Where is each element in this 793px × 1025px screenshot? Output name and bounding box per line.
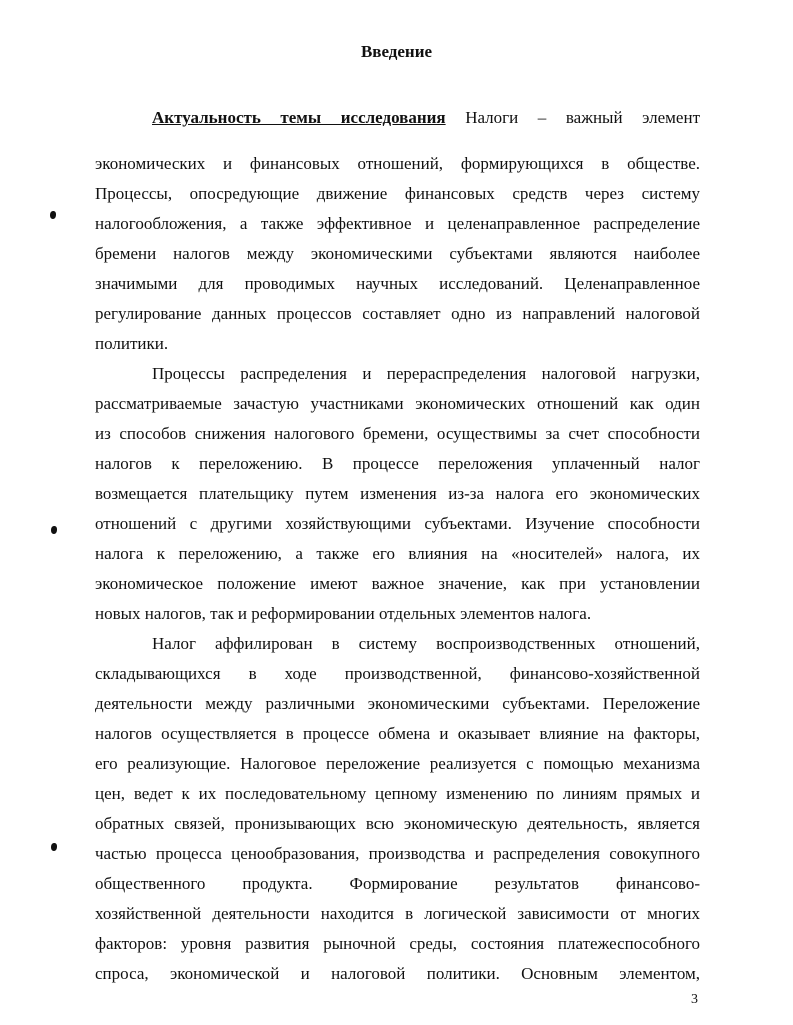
text-line: рассматриваемые зачастую участниками экономических отношений как один xyxy=(95,394,700,413)
text-line: Процессы распределения и перераспределения налоговой нагрузки, xyxy=(152,364,700,383)
text-line: спроса, экономической и налоговой политики. Основным элементом, xyxy=(95,964,700,983)
text-line: складывающихся в ходе производственной, финансово-хозяйственной xyxy=(95,664,700,683)
text-line: новых налогов, так и реформировании отдельных элементов налога. xyxy=(95,604,592,623)
text-line: политики. xyxy=(95,334,169,353)
binding-hole-mark xyxy=(51,843,57,851)
text-line: налога к переложению, а также его влияния на «носителей» налога, их xyxy=(95,544,700,563)
page-number: 3 xyxy=(691,992,698,1007)
page-title: Введение xyxy=(360,42,433,61)
text-line: цен, ведет к их последовательному цепному изменению по линиям прямых и xyxy=(95,784,700,803)
section-heading: Актуальность темы исследования xyxy=(152,108,446,127)
text-line: экономических и финансовых отношений, формирующихся в обществе. xyxy=(95,154,700,173)
text-line: налогов к переложению. В процессе переложения уплаченный налог xyxy=(95,454,700,473)
text-line: обратных связей, пронизывающих всю экономическую деятельность, является xyxy=(95,814,700,833)
text-line: налогов осуществляется в процессе обмена и оказывает влияние на факторы, xyxy=(95,724,700,743)
text-line-1-rest: Налоги – важный элемент xyxy=(445,108,701,127)
text-line: налогообложения, а также эффективное и целенаправленное распределение xyxy=(95,214,700,233)
text-line: Процессы, опосредующие движение финансовых средств через систему xyxy=(95,184,700,203)
text-line: экономическое положение имеют важное значение, как при установлении xyxy=(95,574,700,593)
binding-hole-mark xyxy=(50,211,56,219)
text-line: возмещается плательщику путем изменения из-за налога его экономических xyxy=(95,484,700,503)
binding-hole-mark xyxy=(51,526,57,534)
text-line: хозяйственной деятельности находится в логической зависимости от многих xyxy=(95,904,700,923)
text-line: Налог аффилирован в систему воспроизводственных отношений, xyxy=(152,634,700,653)
text-line: общественного продукта. Формирование результатов финансово- xyxy=(95,874,700,893)
text-line: регулирование данных процессов составляет одно из направлений налоговой xyxy=(95,304,700,323)
text-line: отношений с другими хозяйствующими субъектами. Изучение способности xyxy=(95,514,700,533)
text-line: его реализующие. Налоговое переложение реализуется с помощью механизма xyxy=(95,754,700,773)
text-line: бремени налогов между экономическими субъектами являются наиболее xyxy=(95,244,700,263)
text-line: из способов снижения налогового бремени, осуществимы за счет способности xyxy=(95,424,700,443)
text-line-1 xyxy=(152,108,700,128)
text-line: факторов: уровня развития рыночной среды, состояния платежеспособного xyxy=(95,934,700,953)
text-line: значимыми для проводимых научных исследований. Целенаправленное xyxy=(95,274,700,293)
text-line: деятельности между различными экономическими субъектами. Переложение xyxy=(95,694,700,713)
text-line: частью процесса ценообразования, производства и распределения совокупного xyxy=(95,844,700,863)
